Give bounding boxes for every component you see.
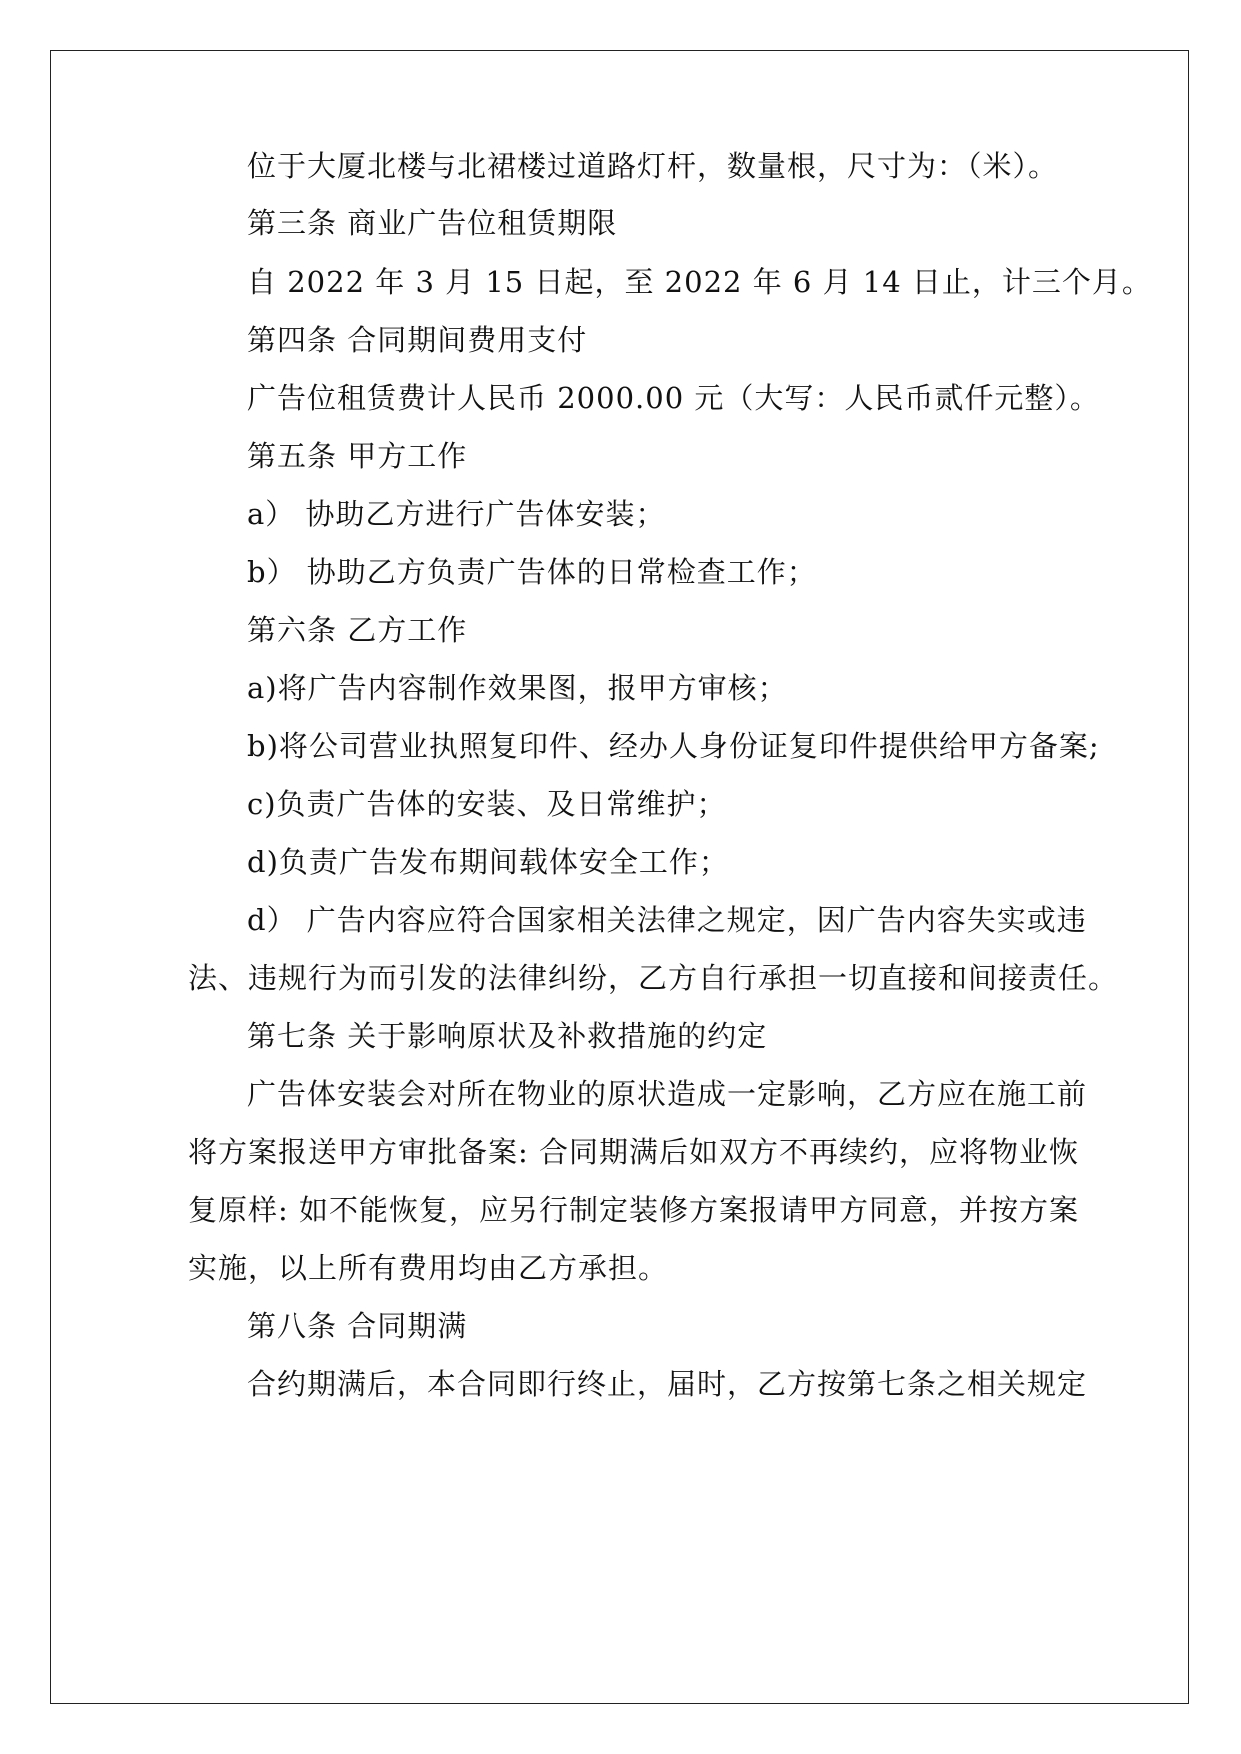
article-heading: 第三条 商业广告位租赁期限 bbox=[247, 206, 618, 240]
article-heading: 第八条 合同期满 bbox=[247, 1309, 468, 1343]
paragraph-line: 合约期满后，本合同即行终止，届时，乙方按第七条之相关规定 bbox=[247, 1367, 1088, 1401]
list-item: c)负责广告体的安装、及日常维护； bbox=[247, 787, 727, 821]
paragraph-line: 法、违规行为而引发的法律纠纷，乙方自行承担一切直接和间接责任。 bbox=[188, 961, 1119, 995]
article-heading: 第五条 甲方工作 bbox=[247, 439, 468, 473]
article-heading: 第七条 关于影响原状及补救措施的约定 bbox=[247, 1019, 768, 1053]
article-heading: 第四条 合同期间费用支付 bbox=[247, 323, 588, 357]
paragraph-line: 位于大厦北楼与北裙楼过道路灯杆，数量根，尺寸为：（米）。 bbox=[247, 149, 1059, 183]
paragraph-line: 自 2022 年 3 月 15 日起，至 2022 年 6 月 14 日止，计三个月。 bbox=[247, 265, 1152, 299]
list-item: b)将公司营业执照复印件、经办人身份证复印件提供给甲方备案; bbox=[247, 729, 1100, 763]
paragraph-line: 复原样: 如不能恢复，应另行制定装修方案报请甲方同意，并按方案 bbox=[188, 1193, 1079, 1227]
paragraph-line: 广告位租赁费计人民币 2000.00 元（大写：人民币贰仟元整）。 bbox=[247, 381, 1100, 415]
paragraph-line: 将方案报送甲方审批备案: 合同期满后如双方不再续约，应将物业恢 bbox=[188, 1135, 1079, 1169]
paragraph-line: 广告体安装会对所在物业的原状造成一定影响，乙方应在施工前 bbox=[247, 1077, 1088, 1111]
paragraph-line: d） 广告内容应符合国家相关法律之规定，因广告内容失实或违 bbox=[247, 903, 1087, 937]
paragraph-line: 实施，以上所有费用均由乙方承担。 bbox=[188, 1251, 669, 1285]
list-item: a)将广告内容制作效果图，报甲方审核； bbox=[247, 671, 788, 705]
list-item: a） 协助乙方进行广告体安装； bbox=[247, 497, 666, 531]
list-item: b） 协助乙方负责广告体的日常检查工作； bbox=[247, 555, 817, 589]
article-heading: 第六条 乙方工作 bbox=[247, 613, 468, 647]
list-item: d)负责广告发布期间载体安全工作； bbox=[247, 845, 729, 879]
